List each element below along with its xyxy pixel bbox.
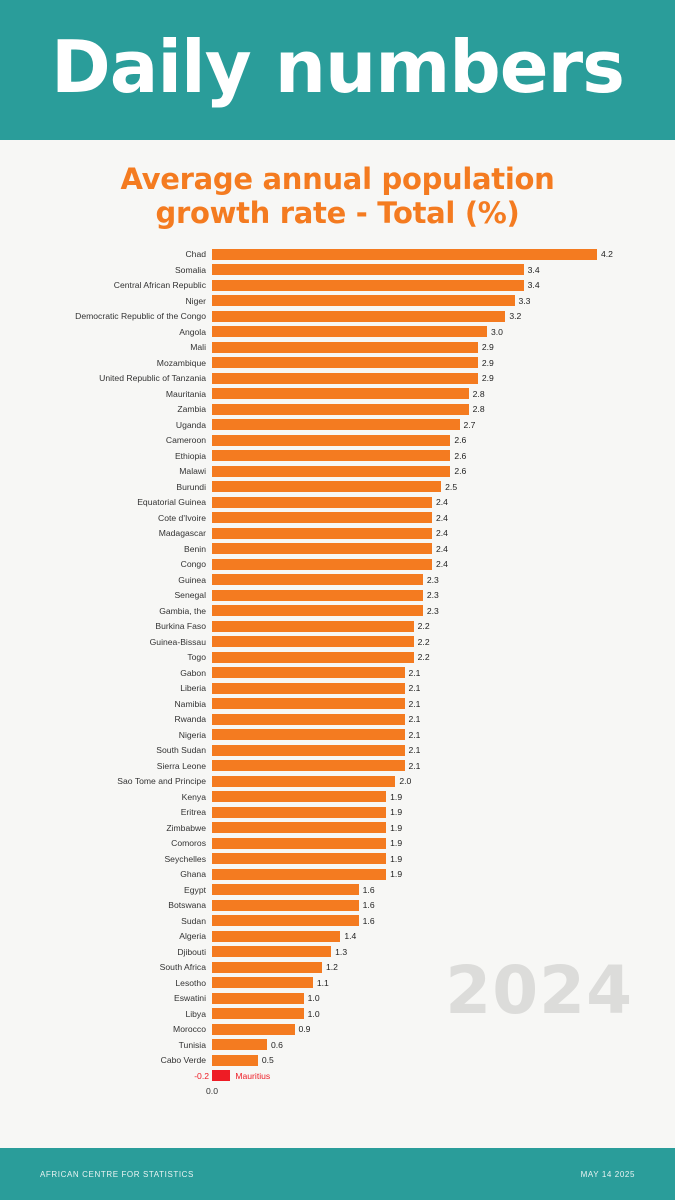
bar-value-label: 1.0 [307,993,320,1004]
bar [212,1024,295,1035]
bar-track [212,417,675,433]
bar-value-label: 4.2 [601,249,613,260]
bar-row [0,820,675,836]
bar [212,698,405,709]
bar-row [0,463,675,479]
bar-category-label: Chad [185,249,206,260]
bar [212,342,478,353]
bar-category-label: Cabo Verde [160,1055,206,1066]
bar-value-label: 2.7 [463,419,476,430]
bar [212,760,405,771]
bar [212,869,386,880]
bar-track [212,277,675,293]
bar-row [0,959,675,975]
bar-category-label: Burkina Faso [155,621,206,632]
bar-row [0,401,675,417]
bar-row [0,727,675,743]
x-axis [0,1086,675,1102]
bar-category-label: Namibia [174,698,206,709]
bar-track [212,680,675,696]
bar-category-label: United Republic of Tanzania [99,373,206,384]
bar-track [212,897,675,913]
bar-category-label: Central African Republic [113,280,206,291]
bar [212,776,395,787]
bar-row [0,975,675,991]
bar-row [0,913,675,929]
bar [212,249,597,260]
bar-value-label: 2.4 [436,543,448,554]
bar-category-label: Guinea [178,574,206,585]
bar [212,745,405,756]
bar [212,280,524,291]
bar [212,1039,267,1050]
bar-value-label: 2.8 [472,404,485,415]
bar-row [0,618,675,634]
bar-value-label: 2.9 [481,373,494,384]
bar-track [212,1037,675,1053]
bar [212,326,487,337]
bar-category-label: Nigeria [178,729,206,740]
bar [212,652,414,663]
bar-value-label: 2.1 [408,729,421,740]
bar-row [0,308,675,324]
bar [212,404,469,415]
bar-track [212,727,675,743]
bar-category-label: Mali [190,342,206,353]
bar-track [212,293,675,309]
bar-row [0,665,675,681]
bar [212,977,313,988]
bar-value-label: 1.6 [362,915,375,926]
bar [212,621,414,632]
bar-track [212,804,675,820]
bar-value-label: 1.9 [390,791,403,802]
bar-value-label: 2.4 [436,497,448,508]
bar-track [212,851,675,867]
bar-row [0,1068,675,1084]
bar-row [0,370,675,386]
bar-category-label: Angola [179,326,206,337]
bar-value-label: 2.4 [436,528,448,539]
year-watermark: 2024 [445,952,633,1030]
bar-track [212,1006,675,1022]
bar-row [0,990,675,1006]
chart-title-line-1: Average annual population [120,162,555,196]
bar-value-label: 1.9 [390,853,403,864]
bar-track [212,618,675,634]
bar-category-label: Sao Tome and Principe [117,776,206,787]
bar-track [212,541,675,557]
bar-row [0,432,675,448]
bar-row [0,1021,675,1037]
bar-track [212,246,675,262]
bar-track [212,649,675,665]
bar-row [0,587,675,603]
bar-category-label: Cameroon [165,435,206,446]
bar-value-label: 1.9 [390,807,403,818]
bar-track [212,510,675,526]
bar-row [0,1006,675,1022]
bar-track [212,665,675,681]
bar-track [212,463,675,479]
bar-row [0,386,675,402]
footer-date: MAY 14 2025 [580,1169,635,1179]
bar-category-label: Libya [185,1008,206,1019]
bar-category-label: Lesotho [175,977,206,988]
bar [212,435,450,446]
bar-category-label: Togo [187,652,206,663]
bar [212,543,432,554]
bar-row [0,293,675,309]
bar-row [0,742,675,758]
bar-track [212,928,675,944]
bar-category-label: Malawi [179,466,206,477]
bar [212,667,405,678]
bar-value-label: 1.0 [307,1008,320,1019]
bar-track [212,494,675,510]
bar-track [212,324,675,340]
bar-value-label: 3.3 [518,295,531,306]
bar [212,1055,258,1066]
bar-value-label: 2.1 [408,714,421,725]
bar-value-label: 2.9 [481,342,494,353]
bar-category-label: Zambia [177,404,206,415]
bar-category-label: Gabon [180,667,206,678]
bar-category-label: Senegal [174,590,206,601]
bar-value-label: 1.4 [344,931,357,942]
bar-track [212,711,675,727]
bar [212,373,478,384]
bar-category-label: Cote d'Ivoire [158,512,206,523]
bar-category-label: Sierra Leone [156,760,206,771]
bar-value-label: 2.5 [445,481,458,492]
bar [212,497,432,508]
bar-track [212,944,675,960]
bar-track [212,913,675,929]
bar-track [212,355,675,371]
page-header [0,0,675,140]
bar-category-label: Comoros [171,838,206,849]
bar [212,915,359,926]
bar-category-label: Seychelles [164,853,206,864]
bar-row [0,773,675,789]
bar-category-label: Congo [180,559,206,570]
bar-value-label: 2.6 [454,450,467,461]
bar [212,946,331,957]
bar-category-label: Niger [185,295,206,306]
bar-value-label: 3.4 [527,280,540,291]
chart-title [0,162,675,230]
bar-track [212,835,675,851]
bar-row [0,711,675,727]
bar-row [0,1037,675,1053]
bar-row [0,928,675,944]
bar-track [212,789,675,805]
bar [212,264,524,275]
bar [212,590,423,601]
bar-row [0,882,675,898]
bar-row [0,603,675,619]
bar-category-label: Equatorial Guinea [137,497,206,508]
bar-category-label: Eswatini [174,993,206,1004]
bar-category-label: Benin [184,543,206,554]
bar-track [212,866,675,882]
bar [212,838,386,849]
bar-value-label: 2.3 [426,574,439,585]
bar-row [0,246,675,262]
bar [212,962,322,973]
bar-value-label: 1.9 [390,838,403,849]
bar [212,311,505,322]
bar-category-label: South Sudan [156,745,206,756]
bar-value-label: 0.5 [261,1055,274,1066]
bar-value-label: 2.2 [417,652,430,663]
bar-row [0,572,675,588]
bar-track [212,370,675,386]
bar-category-label: Burundi [176,481,206,492]
bar-value-label: 2.6 [454,466,467,477]
bar-row [0,866,675,882]
bar-row [0,556,675,572]
bar-value-label: 2.2 [417,621,430,632]
bar [212,853,386,864]
bar [212,528,432,539]
bar-value-label: 0.9 [298,1024,311,1035]
bar-value-label: 3.2 [509,311,522,322]
bar-value-label: 2.9 [481,357,494,368]
bar-row [0,758,675,774]
bar-value-label: 2.3 [426,590,439,601]
bar-row [0,634,675,650]
bar-category-label: Eritrea [180,807,206,818]
bar-track [212,556,675,572]
x-axis-zero-label: 0.0 [206,1086,218,1097]
bar [212,574,423,585]
bar-track [212,525,675,541]
bar [212,900,359,911]
bar-category-label: Madagascar [158,528,206,539]
bar [212,481,441,492]
bar-category-label: Mauritania [165,388,206,399]
bar-row [0,789,675,805]
bar [212,357,478,368]
bar-track [212,339,675,355]
bar-value-label: 1.3 [335,946,348,957]
bar [212,993,304,1004]
bar-value-label: 3.0 [491,326,503,337]
bar-category-label: Mauritius [235,1070,271,1081]
bar-category-label: Morocco [173,1024,206,1035]
bar-value-label: 1.2 [326,962,338,973]
bar-category-label: Botswana [168,900,206,911]
bar-track [212,603,675,619]
bar-track [212,572,675,588]
bar-row [0,525,675,541]
bar-category-label: Democratic Republic of the Congo [75,311,206,322]
bar-track [212,742,675,758]
bar-row [0,944,675,960]
bar [212,450,450,461]
bar-row [0,479,675,495]
bar-track [212,820,675,836]
bar-track [212,587,675,603]
bar-track [212,401,675,417]
bar-track [212,975,675,991]
bar-category-label: Mozambique [156,357,206,368]
bar [212,636,414,647]
bar-row [0,510,675,526]
bar-track [212,990,675,1006]
bar-category-label: Algeria [179,931,206,942]
bar-value-label: 1.9 [390,869,403,880]
bar [212,388,469,399]
bar-value-label: 1.6 [362,884,375,895]
bar-value-label: 2.1 [408,760,421,771]
bar [212,931,340,942]
chart-title-line-2: growth rate - Total (%) [155,196,520,231]
bar-category-label: Uganda [175,419,206,430]
bar-row [0,851,675,867]
bar-row [0,324,675,340]
bar-category-label: Liberia [180,683,206,694]
bar-category-label: Tunisia [178,1039,206,1050]
bar-row [0,804,675,820]
bar-value-label: 0.6 [271,1039,283,1050]
page-title: Daily numbers [51,25,624,109]
bar-value-label: 1.6 [362,900,375,911]
bar-category-label: Somalia [174,264,206,275]
bar [212,295,515,306]
bar-track [212,262,675,278]
page-footer [0,1148,675,1200]
bar-value-label: 2.0 [399,776,412,787]
bar-track [212,1052,675,1068]
footer-source: AFRICAN CENTRE FOR STATISTICS [40,1169,194,1179]
bar-row [0,696,675,712]
bar-row [0,897,675,913]
bar [212,1070,230,1081]
bar-value-label: 2.2 [417,636,430,647]
bar-row [0,1052,675,1068]
bar-row [0,355,675,371]
bar-category-label: Zimbabwe [166,822,206,833]
bar-category-label: Egypt [184,884,206,895]
bar [212,714,405,725]
bar [212,822,386,833]
bar-category-label: Kenya [181,791,206,802]
bar-value-label: 2.1 [408,683,421,694]
bar-value-label: 2.4 [436,559,448,570]
bar-value-label: -0.2 [194,1070,209,1081]
bar-category-label: Djibouti [177,946,206,957]
bar-category-label: Ghana [180,869,206,880]
bar-row [0,448,675,464]
bar-row [0,262,675,278]
bar [212,419,460,430]
bar-row [0,835,675,851]
bar-track [212,634,675,650]
bar [212,605,423,616]
bar-value-label: 1.9 [390,822,403,833]
bar [212,512,432,523]
bar-value-label: 2.6 [454,435,467,446]
bar [212,559,432,570]
bar [212,807,386,818]
bar-row [0,417,675,433]
bar [212,729,405,740]
bar-category-label: Sudan [181,915,206,926]
bar [212,466,450,477]
bar-value-label: 1.1 [316,977,329,988]
bar-track [212,479,675,495]
bar-row [0,680,675,696]
bar [212,791,386,802]
bar-row [0,277,675,293]
bar-row [0,339,675,355]
bar-value-label: 2.3 [426,605,439,616]
bar-track [212,696,675,712]
bar-track [212,959,675,975]
bar-category-label: South Africa [159,962,206,973]
bar-category-label: Guinea-Bissau [149,636,206,647]
bar-track [212,758,675,774]
bar-value-label: 2.4 [436,512,448,523]
bar [212,683,405,694]
bar-value-label: 2.1 [408,698,421,709]
bar-row [0,494,675,510]
bar [212,884,359,895]
bar-track [194,1068,675,1084]
bar-row [0,541,675,557]
bar-value-label: 3.4 [527,264,540,275]
bar-value-label: 2.1 [408,667,421,678]
bar-category-label: Ethiopia [174,450,206,461]
bar-row [0,649,675,665]
bar-category-label: Gambia, the [159,605,206,616]
bar-track [212,432,675,448]
bar-rows [0,246,675,1083]
bar-category-label: Rwanda [174,714,206,725]
bar-value-label: 2.1 [408,745,421,756]
bar [212,1008,304,1019]
bar-track [212,308,675,324]
bar-chart [0,246,675,1126]
bar-track [212,386,675,402]
bar-track [212,1021,675,1037]
bar-track [212,448,675,464]
bar-value-label: 2.8 [472,388,485,399]
bar-track [212,773,675,789]
bar-track [212,882,675,898]
